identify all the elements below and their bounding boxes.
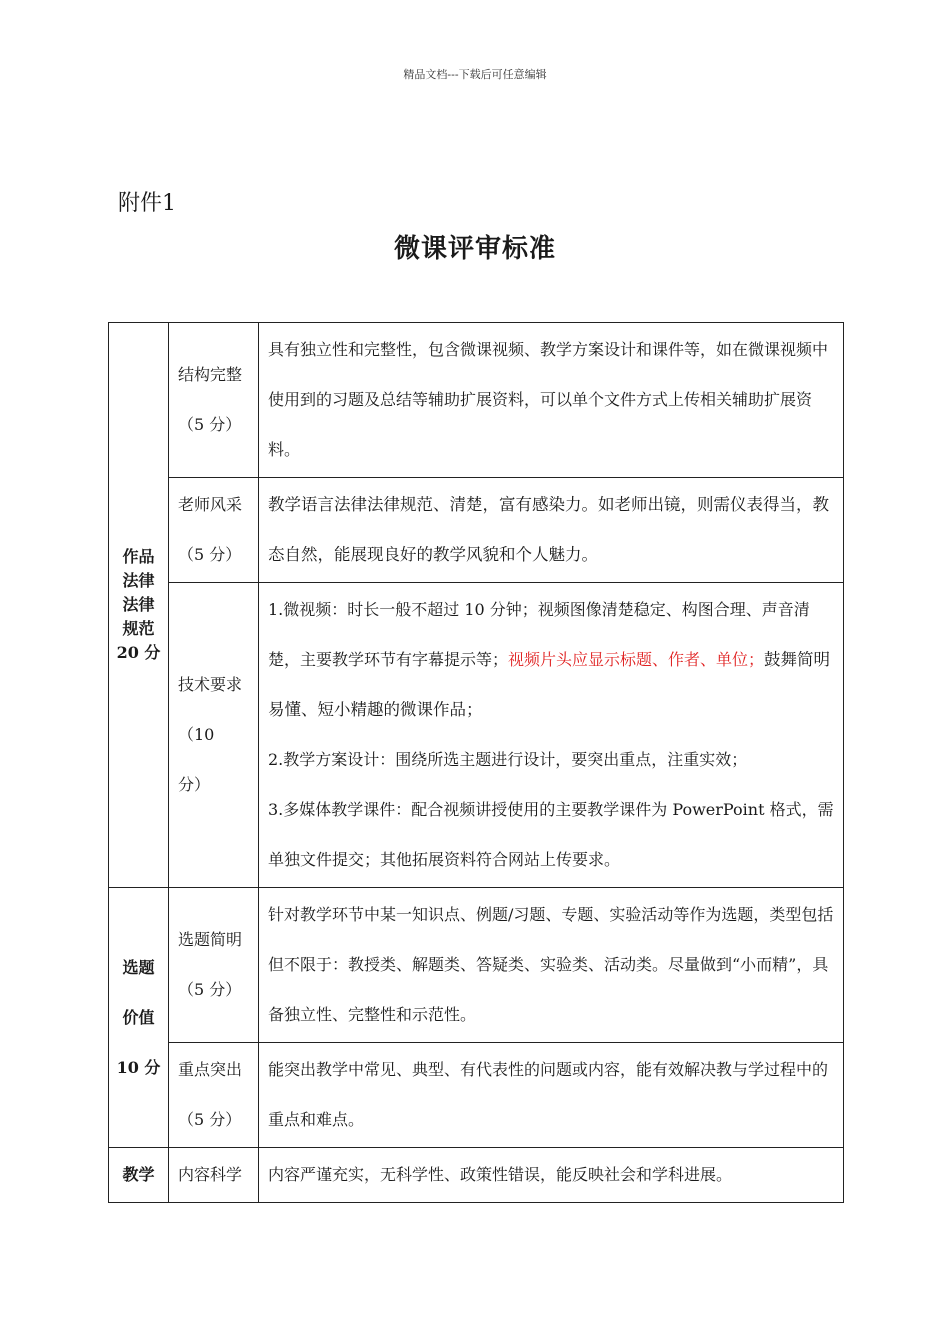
criterion-teacher-style (169, 478, 259, 583)
criterion-description (259, 1043, 844, 1148)
criterion-content-scientific (169, 1148, 259, 1203)
category-teaching: 教学 (109, 1148, 169, 1203)
criterion-description (259, 478, 844, 583)
criterion-name: 重点突出 (178, 1060, 243, 1079)
category-line: 作品 (122, 547, 155, 566)
criterion-description (259, 1148, 844, 1203)
highlighted-requirement: 视频片头应显示标题、作者、单位； (508, 650, 765, 669)
table-row (109, 478, 844, 583)
category-line: 价值 (122, 1007, 155, 1027)
description-text: 能突出教学中常见、典型、有代表性的问题或内容，能有效解决教与学过程中的重点和难点。 (268, 1060, 829, 1129)
description-text: 内容严谨充实，无科学性、政策性错误，能反映社会和学科进展。 (268, 1165, 733, 1184)
category-line: 规范 (122, 619, 155, 638)
header-note: 精品文档---下载后可任意编辑 (403, 68, 547, 81)
description-text: 具有独立性和完整性，包含微课视频、教学方案设计和课件等，如在微课视频中使用到的习题及总结等辅助扩展资料，可以单个文件方式上传相关辅助扩展资料。 (268, 340, 829, 459)
category-line: 法律 (122, 595, 155, 614)
table-row (109, 888, 844, 1043)
category-topic (109, 888, 169, 1148)
criterion-name: 老师风采 (178, 495, 243, 514)
table-row (109, 583, 844, 888)
category-line: 法律 (122, 571, 155, 590)
category-line: 10 分 (116, 1057, 161, 1077)
attachment-label: 附件1 (118, 191, 176, 216)
criterion-structure (169, 323, 259, 478)
criteria-table (108, 322, 844, 1203)
criterion-focus (169, 1043, 259, 1148)
criterion-name: 结构完整 (178, 365, 243, 384)
table-row (109, 1148, 844, 1203)
category-works (109, 323, 169, 888)
criterion-topic-concise (169, 888, 259, 1043)
description-text: 鼓舞简明易懂、短小精趣的微课作品； (268, 650, 831, 719)
criterion-score: （5 分） (178, 1110, 242, 1129)
criterion-technical (169, 583, 259, 888)
description-text: 1.微视频：时长一般不超过 10 分钟；视频图像清楚稳定、构图合理、声音清楚，主要教学环节有字幕提示等； (268, 600, 810, 669)
description-item-1 (268, 585, 834, 735)
criterion-name: 选题简明 (178, 930, 243, 949)
description-text: 教学语言法律法律规范、清楚，富有感染力。如老师出镜，则需仪表得当，教态自然，能展现良好的教学风貌和个人魅力。 (268, 495, 829, 564)
table-row (109, 1043, 844, 1148)
criterion-name: 技术要求 (178, 675, 243, 694)
criterion-description (259, 583, 844, 888)
criterion-description (259, 323, 844, 478)
table-row (109, 323, 844, 478)
category-line: 选题 (122, 957, 155, 977)
criterion-score: （5 分） (178, 415, 242, 434)
criterion-score: （5 分） (178, 980, 242, 999)
description-item-3: 3.多媒体教学课件：配合视频讲授使用的主要教学课件为 PowerPoint 格式，需单独文件提交；其他拓展资料符合网站上传要求。 (268, 800, 834, 869)
category-line: 20 分 (116, 643, 161, 662)
description-item-2: 2.教学方案设计：围绕所选主题进行设计，要突出重点，注重实效； (268, 750, 748, 769)
document-title: 微课评审标准 (393, 234, 556, 264)
criterion-name: 内容科学 (178, 1165, 243, 1184)
criterion-score: （10 (178, 725, 215, 744)
criterion-description (259, 888, 844, 1043)
description-text: 针对教学环节中某一知识点、例题/习题、专题、实验活动等作为选题，类型包括但不限于：教授类、解题类、答疑类、实验类、活动类。尽量做到“小而精”，具备独立性、完整性和示范性。 (268, 905, 834, 1024)
criterion-score: 分） (178, 775, 211, 794)
criterion-score: （5 分） (178, 545, 242, 564)
